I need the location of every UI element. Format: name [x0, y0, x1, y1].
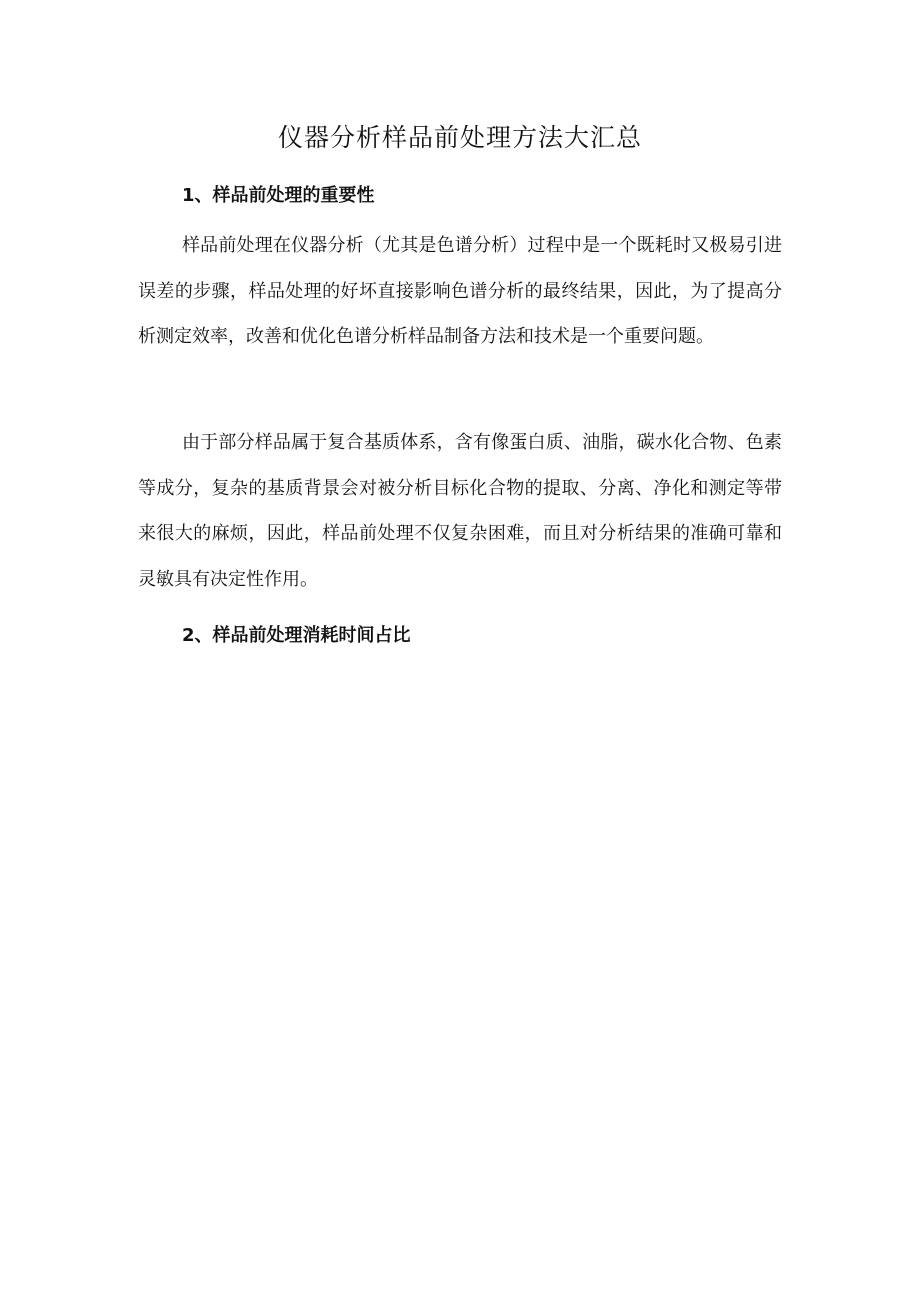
section-heading-time-share: 2、样品前处理消耗时间占比 — [182, 625, 411, 646]
section-heading-importance: 1、样品前处理的重要性 — [182, 185, 375, 206]
document-title: 仪器分析样品前处理方法大汇总 — [277, 123, 642, 152]
paragraph-importance-2: 由于部分样品属于复合基质体系，含有像蛋白质、油脂，碳水化合物、色素等成分，复杂的基质背景会对被分析目标化合物的提取、分离、净化和测定等带来很大的麻烦，因此，样品前处理不仅复杂困难，而且对分析结果的准确可靠和灵敏具有决定性作用。 — [138, 432, 782, 590]
paragraph-importance-1: 样品前处理在仪器分析（尤其是色谱分析）过程中是一个既耗时又极易引进误差的步骤，样品处理的好坏直接影响色谱分析的最终结果，因此，为了提高分析测定效率，改善和优化色谱分析样品制备方法和技术是一个重要问题。 — [138, 235, 782, 347]
